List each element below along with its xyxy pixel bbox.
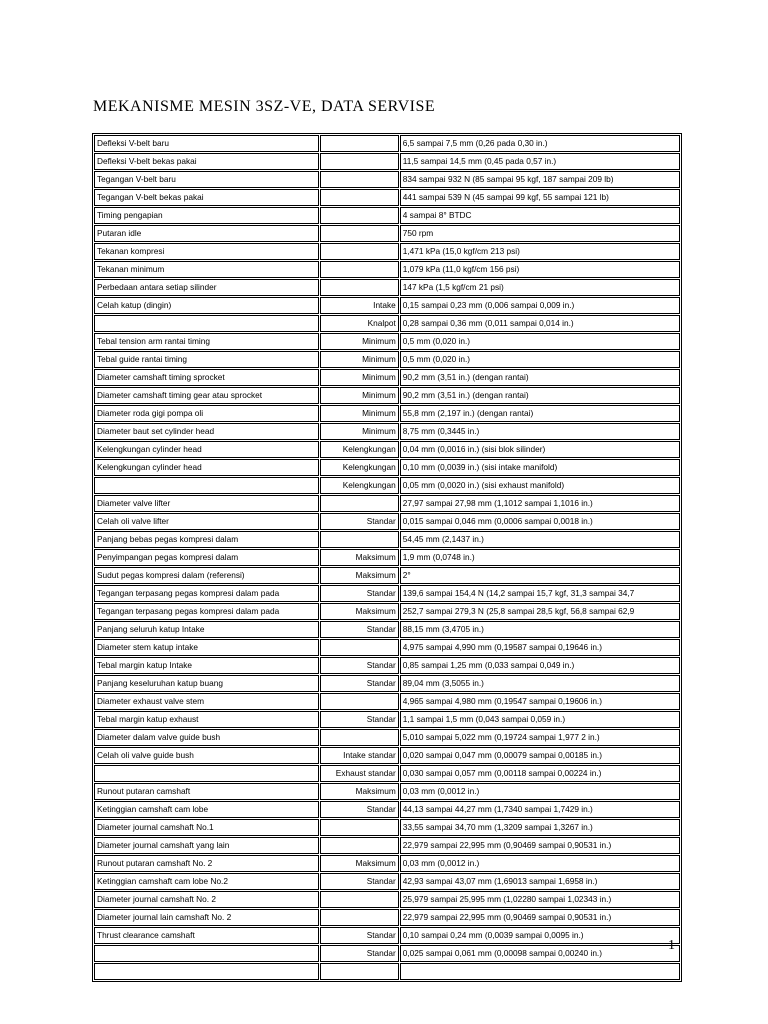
spec-parameter-cell: Panjang keseluruhan katup buang [94,675,319,692]
table-row [94,297,680,314]
table-row [94,693,680,710]
table-row [94,819,680,836]
spec-condition-cell [320,495,399,512]
spec-value-cell: 1,471 kPa (15,0 kgf/cm 213 psi) [400,243,680,260]
spec-value-cell: 147 kPa (1,5 kgf/cm 21 psi) [400,279,680,296]
spec-value-cell: 441 sampai 539 N (45 sampai 99 kgf, 55 sampai 121 lb) [400,189,680,206]
table-row [94,189,680,206]
table-row [94,387,680,404]
spec-parameter-cell: Ketinggian camshaft cam lobe No.2 [94,873,319,890]
table-row [94,333,680,350]
table-row [94,531,680,548]
spec-parameter-cell: Panjang bebas pegas kompresi dalam [94,531,319,548]
spec-condition-cell [320,207,399,224]
spec-value-cell [400,963,680,980]
spec-parameter-cell: Tekanan kompresi [94,243,319,260]
table-body [94,135,680,980]
spec-condition-cell: Minimum [320,405,399,422]
spec-value-cell: 88,15 mm (3,4705 in.) [400,621,680,638]
spec-condition-cell [320,171,399,188]
spec-condition-cell [320,531,399,548]
spec-value-cell: 55,8 mm (2,197 in.) (dengan rantai) [400,405,680,422]
table-row [94,441,680,458]
spec-condition-cell [320,837,399,854]
spec-value-cell: 4 sampai 8° BTDC [400,207,680,224]
spec-condition-cell [320,135,399,152]
spec-value-cell: 0,015 sampai 0,046 mm (0,0006 sampai 0,0018 in.) [400,513,680,530]
spec-parameter-cell: Runout putaran camshaft [94,783,319,800]
spec-value-cell: 834 sampai 932 N (85 sampai 95 kgf, 187 sampai 209 lb) [400,171,680,188]
spec-condition-cell: Minimum [320,333,399,350]
spec-value-cell: 0,04 mm (0,0016 in.) (sisi blok silinder) [400,441,680,458]
spec-parameter-cell: Diameter valve lifter [94,495,319,512]
spec-parameter-cell: Diameter baut set cylinder head [94,423,319,440]
service-data-table [92,133,682,982]
table-row [94,603,680,620]
spec-value-cell: 90,2 mm (3,51 in.) (dengan rantai) [400,369,680,386]
spec-value-cell: 0,025 sampai 0,061 mm (0,00098 sampai 0,00240 in.) [400,945,680,962]
spec-parameter-cell: Tegangan V-belt baru [94,171,319,188]
spec-value-cell: 4,965 sampai 4,980 mm (0,19547 sampai 0,19606 in.) [400,693,680,710]
spec-condition-cell: Maksimum [320,549,399,566]
table-row [94,963,680,980]
spec-condition-cell: Maksimum [320,783,399,800]
spec-condition-cell: Standar [320,621,399,638]
spec-parameter-cell: Defleksi V-belt bekas pakai [94,153,319,170]
spec-parameter-cell [94,315,319,332]
spec-condition-cell: Minimum [320,351,399,368]
spec-value-cell: 1,1 sampai 1,5 mm (0,043 sampai 0,059 in.) [400,711,680,728]
spec-value-cell: 33,55 sampai 34,70 mm (1,3209 sampai 1,3267 in.) [400,819,680,836]
spec-parameter-cell: Diameter dalam valve guide bush [94,729,319,746]
table-row [94,657,680,674]
spec-value-cell: 0,15 sampai 0,23 mm (0,006 sampai 0,009 in.) [400,297,680,314]
spec-condition-cell [320,891,399,908]
spec-value-cell: 6,5 sampai 7,5 mm (0,26 pada 0,30 in.) [400,135,680,152]
spec-condition-cell [320,153,399,170]
spec-condition-cell: Kelengkungan [320,477,399,494]
spec-condition-cell: Maksimum [320,855,399,872]
spec-value-cell: 750 rpm [400,225,680,242]
spec-condition-cell: Standar [320,927,399,944]
spec-condition-cell: Maksimum [320,567,399,584]
spec-condition-cell: Standar [320,801,399,818]
spec-condition-cell: Kelengkungan [320,441,399,458]
spec-condition-cell [320,909,399,926]
spec-parameter-cell: Tegangan V-belt bekas pakai [94,189,319,206]
spec-condition-cell: Minimum [320,387,399,404]
table-row [94,477,680,494]
spec-value-cell: 0,020 sampai 0,047 mm (0,00079 sampai 0,00185 in.) [400,747,680,764]
table-row [94,171,680,188]
spec-parameter-cell: Diameter roda gigi pompa oli [94,405,319,422]
spec-parameter-cell: Diameter camshaft timing gear atau sprocket [94,387,319,404]
spec-value-cell: 0,03 mm (0,0012 in.) [400,855,680,872]
spec-value-cell: 139,6 sampai 154,4 N (14,2 sampai 15,7 kgf, 31,3 sampai 34,7 [400,585,680,602]
spec-condition-cell: Knalpot [320,315,399,332]
table-row [94,135,680,152]
spec-condition-cell: Minimum [320,423,399,440]
spec-condition-cell [320,243,399,260]
spec-value-cell: 0,10 mm (0,0039 in.) (sisi intake manifold) [400,459,680,476]
spec-condition-cell [320,189,399,206]
table-row [94,405,680,422]
spec-value-cell: 54,45 mm (2,1437 in.) [400,531,680,548]
table-row [94,207,680,224]
table-row [94,153,680,170]
spec-parameter-cell: Tebal margin katup Intake [94,657,319,674]
spec-condition-cell: Standar [320,585,399,602]
spec-condition-cell: Standar [320,873,399,890]
table-row [94,711,680,728]
table-row [94,783,680,800]
spec-value-cell: 44,13 sampai 44,27 mm (1,7340 sampai 1,7429 in.) [400,801,680,818]
spec-parameter-cell: Putaran idle [94,225,319,242]
table-row [94,729,680,746]
spec-condition-cell: Intake [320,297,399,314]
spec-parameter-cell: Runout putaran camshaft No. 2 [94,855,319,872]
table-row [94,621,680,638]
spec-parameter-cell: Diameter journal lain camshaft No. 2 [94,909,319,926]
spec-parameter-cell: Celah oli valve guide bush [94,747,319,764]
spec-value-cell: 4,975 sampai 4,990 mm (0,19587 sampai 0,19646 in.) [400,639,680,656]
spec-condition-cell [320,225,399,242]
table-row [94,369,680,386]
spec-condition-cell: Standar [320,945,399,962]
table-row [94,459,680,476]
spec-value-cell: 1,079 kPa (11,0 kgf/cm 156 psi) [400,261,680,278]
table-row [94,315,680,332]
spec-value-cell: 0,5 mm (0,020 in.) [400,333,680,350]
spec-value-cell: 90,2 mm (3,51 in.) (dengan rantai) [400,387,680,404]
spec-parameter-cell: Kelengkungan cylinder head [94,459,319,476]
spec-value-cell: 0,85 sampai 1,25 mm (0,033 sampai 0,049 in.) [400,657,680,674]
table-row [94,279,680,296]
spec-value-cell: 27,97 sampai 27,98 mm (1,1012 sampai 1,1016 in.) [400,495,680,512]
spec-parameter-cell: Perbedaan antara setiap silinder [94,279,319,296]
spec-parameter-cell: Tebal guide rantai timing [94,351,319,368]
spec-parameter-cell: Celah oli valve lifter [94,513,319,530]
spec-parameter-cell: Tekanan minimum [94,261,319,278]
table-row [94,495,680,512]
table-row [94,945,680,962]
spec-value-cell: 5,010 sampai 5,022 mm (0,19724 sampai 1,977 2 in.) [400,729,680,746]
table-row [94,801,680,818]
table-row [94,585,680,602]
spec-parameter-cell: Tegangan terpasang pegas kompresi dalam pada [94,585,319,602]
spec-parameter-cell: Thrust clearance camshaft [94,927,319,944]
spec-parameter-cell: Kelengkungan cylinder head [94,441,319,458]
table-row [94,837,680,854]
spec-value-cell: 8,75 mm (0,3445 in.) [400,423,680,440]
spec-value-cell: 22,979 sampai 22,995 mm (0,90469 sampai 0,90531 in.) [400,909,680,926]
spec-parameter-cell: Penyimpangan pegas kompresi dalam [94,549,319,566]
spec-condition-cell [320,963,399,980]
table-row [94,243,680,260]
table-row [94,351,680,368]
spec-parameter-cell: Timing pengapian [94,207,319,224]
spec-condition-cell: Standar [320,513,399,530]
spec-parameter-cell: Diameter journal camshaft yang lain [94,837,319,854]
spec-condition-cell [320,729,399,746]
spec-parameter-cell: Diameter stem katup intake [94,639,319,656]
table-row [94,873,680,890]
table-row [94,639,680,656]
spec-value-cell: 0,28 sampai 0,36 mm (0,011 sampai 0,014 in.) [400,315,680,332]
spec-parameter-cell: Diameter camshaft timing sprocket [94,369,319,386]
table-row [94,513,680,530]
spec-value-cell: 42,93 sampai 43,07 mm (1,69013 sampai 1,6958 in.) [400,873,680,890]
table-row [94,261,680,278]
table-row [94,855,680,872]
table-row [94,909,680,926]
spec-value-cell: 11,5 sampai 14,5 mm (0,45 pada 0,57 in.) [400,153,680,170]
spec-parameter-cell: Diameter journal camshaft No.1 [94,819,319,836]
spec-value-cell: 0,5 mm (0,020 in.) [400,351,680,368]
spec-condition-cell [320,819,399,836]
spec-condition-cell [320,693,399,710]
spec-value-cell: 0,05 mm (0,0020 in.) (sisi exhaust manifold) [400,477,680,494]
spec-condition-cell: Standar [320,657,399,674]
spec-condition-cell [320,261,399,278]
table-row [94,891,680,908]
spec-condition-cell: Minimum [320,369,399,386]
spec-value-cell: 89,04 mm (3,5055 in.) [400,675,680,692]
page-number: 1 [668,938,675,953]
spec-parameter-cell [94,765,319,782]
table-row [94,747,680,764]
spec-value-cell: 2° [400,567,680,584]
spec-parameter-cell [94,963,319,980]
table-row [94,765,680,782]
spec-value-cell: 25,979 sampai 25,995 mm (1,02280 sampai 1,02343 in.) [400,891,680,908]
spec-condition-cell: Exhaust standar [320,765,399,782]
spec-value-cell: 0,10 sampai 0,24 mm (0,0039 sampai 0,0095 in.) [400,927,680,944]
table-row [94,675,680,692]
table-row [94,927,680,944]
spec-condition-cell [320,279,399,296]
table-row [94,225,680,242]
spec-condition-cell: Intake standar [320,747,399,764]
spec-parameter-cell: Celah katup (dingin) [94,297,319,314]
spec-parameter-cell [94,945,319,962]
spec-parameter-cell: Sudut pegas kompresi dalam (referensi) [94,567,319,584]
spec-value-cell: 0,030 sampai 0,057 mm (0,00118 sampai 0,00224 in.) [400,765,680,782]
spec-condition-cell: Maksimum [320,603,399,620]
table-row [94,423,680,440]
page-title: MEKANISME MESIN 3SZ-VE, DATA SERVISE [93,97,436,115]
table-row [94,567,680,584]
spec-parameter-cell: Tebal margin katup exhaust [94,711,319,728]
spec-parameter-cell: Diameter journal camshaft No. 2 [94,891,319,908]
spec-condition-cell [320,639,399,656]
spec-value-cell: 1,9 mm (0,0748 in.) [400,549,680,566]
spec-parameter-cell: Diameter exhaust valve stem [94,693,319,710]
spec-condition-cell: Standar [320,711,399,728]
spec-value-cell: 252,7 sampai 279,3 N (25,8 sampai 28,5 kgf, 56,8 sampai 62,9 [400,603,680,620]
spec-value-cell: 0,03 mm (0,0012 in.) [400,783,680,800]
spec-parameter-cell: Tegangan terpasang pegas kompresi dalam pada [94,603,319,620]
spec-parameter-cell: Defleksi V-belt baru [94,135,319,152]
spec-parameter-cell: Panjang seluruh katup Intake [94,621,319,638]
spec-condition-cell: Kelengkungan [320,459,399,476]
table-row [94,549,680,566]
spec-parameter-cell: Tebal tension arm rantai timing [94,333,319,350]
spec-parameter-cell: Ketinggian camshaft cam lobe [94,801,319,818]
spec-condition-cell: Standar [320,675,399,692]
spec-parameter-cell [94,477,319,494]
spec-value-cell: 22,979 sampai 22,995 mm (0,90469 sampai 0,90531 in.) [400,837,680,854]
